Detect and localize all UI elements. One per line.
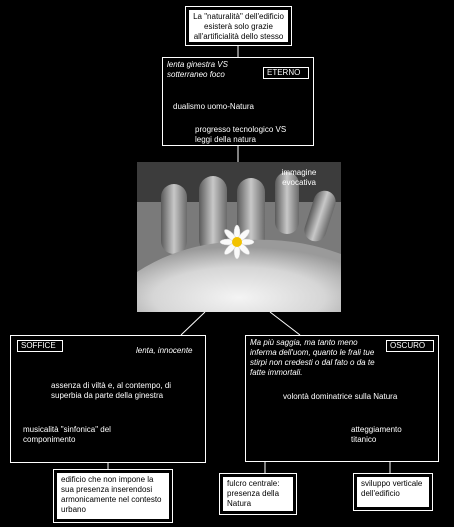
- oscuro-tag: OSCURO: [386, 340, 434, 352]
- bottom-box-nature: [220, 474, 296, 514]
- oscuro-quote-2: inferma dell'uom, quanto le frali tue: [250, 348, 375, 357]
- soffice-text-3: superbia da parte della ginestra: [51, 391, 164, 400]
- connector-image-oscuro: [270, 312, 300, 335]
- soffice-box: [10, 335, 206, 463]
- top-statement-text: La "naturalità" dell'edificio esisterà solo grazie all'artificialità dello stesso: [193, 12, 284, 41]
- eterno-text-4: progresso tecnologico VS: [195, 125, 287, 134]
- oscuro-quote-1: Ma più saggia, ma tanto meno: [250, 338, 358, 347]
- eterno-tag: ETERNO: [263, 67, 309, 79]
- soffice-text-2: assenza di viltà e, al contempo, di: [51, 381, 172, 390]
- image-caption-1: immagine: [281, 168, 317, 177]
- eterno-text-1: lenta ginestra VS: [167, 60, 228, 69]
- oscuro-quote-3: stirpi non credesti o dal fato o da te: [250, 358, 375, 367]
- evocative-image: [137, 162, 341, 312]
- eterno-text-2: sotterraneo foco: [167, 70, 225, 79]
- bottom-text-urban: edificio che non impone la sua presenza inserendosi armonicamente nel contesto urbano: [61, 475, 162, 514]
- bottom-text-nature: fulcro centrale: presenza della Natura: [227, 479, 280, 508]
- soffice-text-5: componimento: [23, 435, 76, 444]
- soffice-tag: SOFFICE: [17, 340, 63, 352]
- top-statement-box: [186, 7, 291, 45]
- eterno-box: [162, 57, 314, 146]
- oscuro-text-1: volontà dominatrice sulla Natura: [283, 392, 398, 401]
- soffice-text-1: lenta, innocente: [136, 346, 193, 355]
- oscuro-text-2: atteggiamento: [351, 425, 402, 434]
- oscuro-text-3: titanico: [351, 435, 377, 444]
- oscuro-quote-4: fatte immortali.: [250, 368, 303, 377]
- bottom-box-urban: [54, 470, 172, 522]
- eterno-text-3: dualismo uomo-Natura: [173, 102, 254, 111]
- soffice-text-4: musicalità "sinfonica" del: [23, 425, 111, 434]
- eterno-text-5: leggi della natura: [195, 135, 256, 144]
- connector-image-soffice: [181, 312, 205, 335]
- bottom-text-vertical: sviluppo verticale dell'edificio: [361, 479, 423, 498]
- bottom-box-vertical: [354, 474, 432, 510]
- image-caption-2: evocativa: [282, 178, 316, 187]
- oscuro-box: [245, 335, 439, 462]
